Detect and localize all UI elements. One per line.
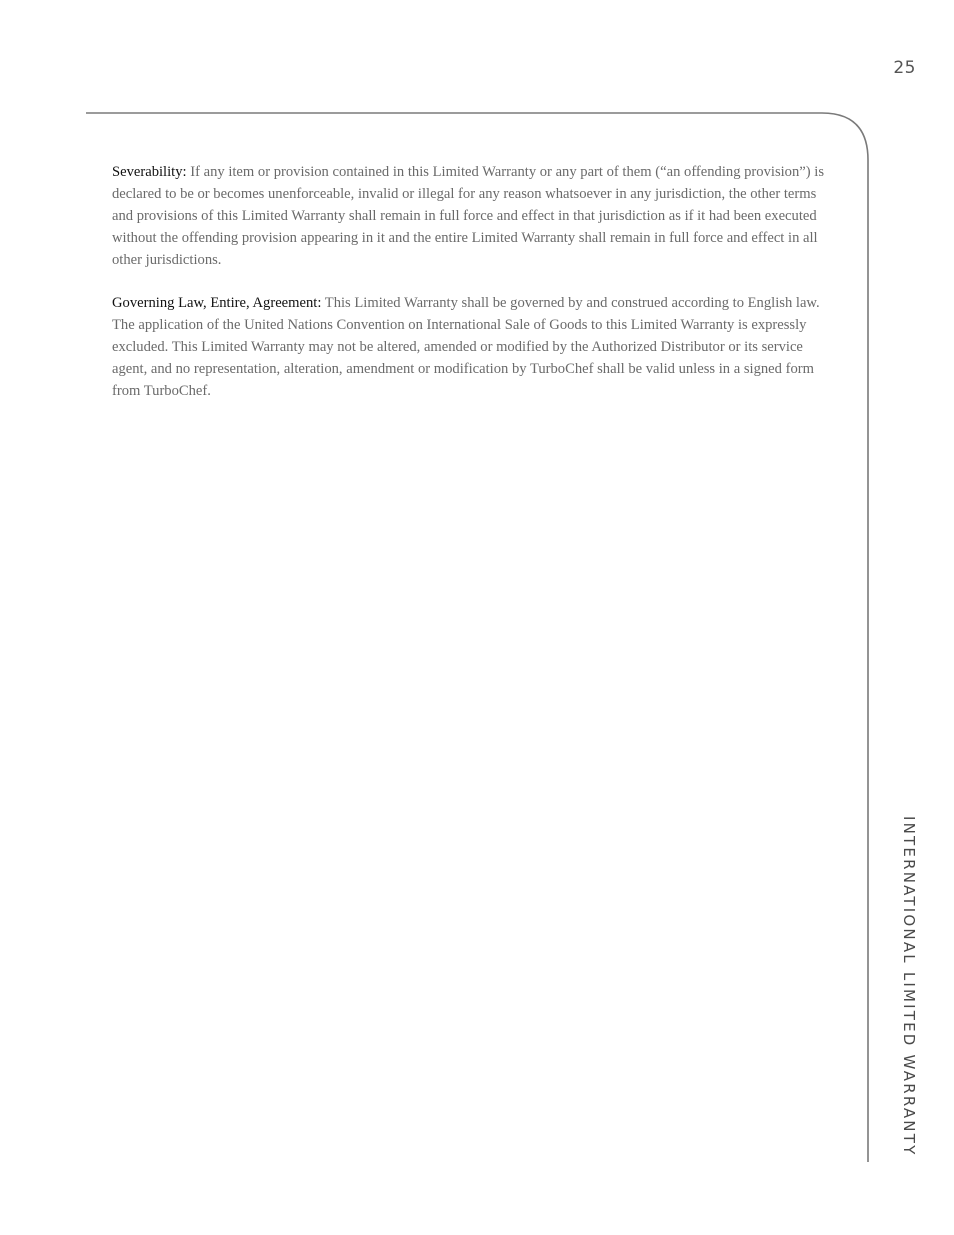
page-number: 25 [893, 58, 916, 78]
warranty-text [112, 162, 840, 424]
severability-body: If any item or provision contained in this Limited Warranty or any part of them (“an offending provision”) is declared to be or becomes unenforceable, invalid or illegal for any reason whatsoever in any jurisdiction, the other terms and provisions of this Limited Warranty shall remain in full force and effect in that jurisdiction as if it had been executed without the offending provision appearing in it and the entire Limited Warranty shall remain in full force and effect in all other jurisdictions. [112, 164, 824, 268]
governing-law-body: This Limited Warranty shall be governed by and construed according to English law. The application of the United Nations Convention on International Sale of Goods to this Limited Warranty is expressly excluded. This Limited Warranty may not be altered, amended or modified by the Authorized Distributor or its service agent, and no representation, alteration, amendment or modification by TurboChef shall be valid unless in a signed form from TurboChef. [112, 295, 820, 399]
severability-paragraph [112, 162, 840, 272]
governing-law-heading: Governing Law, Entire, Agreement: [112, 295, 322, 312]
governing-law-paragraph [112, 293, 840, 403]
severability-heading: Severability: [112, 164, 187, 180]
section-side-title: INTERNATIONAL LIMITED WARRANTY [900, 816, 918, 1157]
